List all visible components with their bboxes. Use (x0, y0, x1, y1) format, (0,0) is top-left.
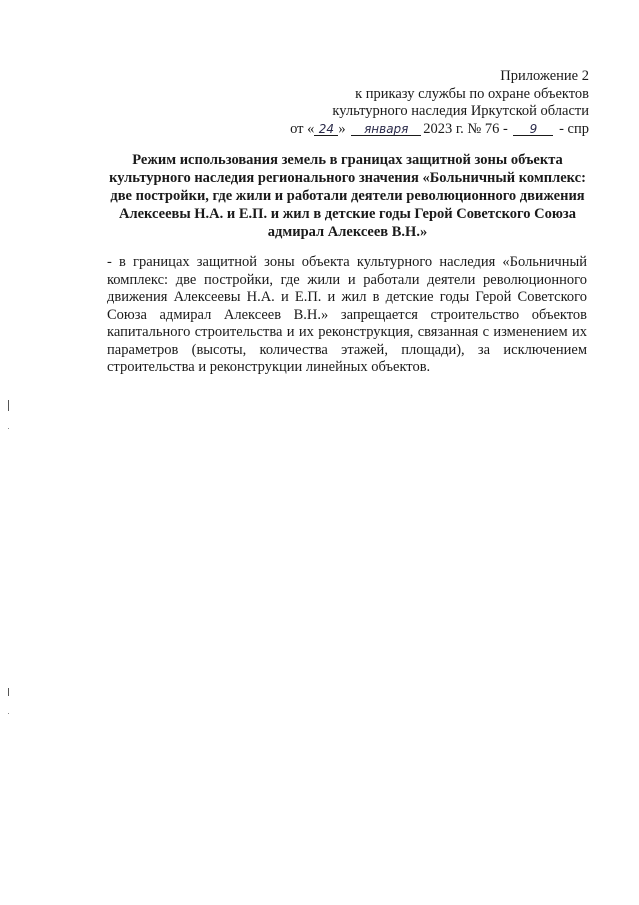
order-suffix: - спр (559, 120, 589, 137)
document-title (100, 151, 595, 241)
order-close-quote: » (338, 120, 346, 137)
order-year-number: 2023 г. № 76 - (423, 120, 508, 137)
appendix-order-reference: к приказу службы по охране объектов (355, 85, 589, 102)
handwritten-day: 24 (314, 123, 338, 136)
handwritten-month: января (351, 123, 421, 136)
order-date-number (290, 121, 589, 139)
body-line: строительства и реконструкции линейных объектов. (107, 359, 431, 375)
title-line: Режим использования земель в границах защитной зоны объекта (132, 152, 563, 168)
title-line: две постройки, где жили и работали деятели революционного движения (110, 188, 585, 204)
body-line: движения Алексеевы Н.А. и Е.П. и жил в детские годы Герой Советского (107, 289, 587, 305)
handwritten-order-number: 9 (513, 123, 553, 136)
body-line: капитального строительства и их реконструкция, связанная с изменением их (107, 324, 587, 340)
appendix-header (290, 68, 589, 138)
scan-artifact-mark (8, 688, 9, 696)
body-line: комплекс: две постройки, где жили и работали деятели революционного (107, 271, 587, 288)
body-line: параметров (высоты, количества этажей, площади), за исключением (107, 341, 587, 358)
body-line: Союза адмирал Алексеев В.Н.» запрещается строительство объектов (107, 306, 587, 323)
scan-artifact-dot (8, 713, 9, 714)
appendix-number: Приложение 2 (500, 68, 589, 84)
document-body (107, 254, 587, 377)
appendix-authority: культурного наследия Иркутской области (332, 103, 589, 119)
order-prefix: от « (290, 120, 315, 137)
scan-artifact-dot (8, 428, 9, 429)
title-line: Алексеевы Н.А. и Е.П. и жил в детские годы Герой Советского Союза (118, 206, 576, 222)
scan-artifact-mark (8, 400, 9, 411)
title-line: адмирал Алексеев В.Н.» (267, 224, 428, 240)
body-line: - в границах защитной зоны объекта культурного наследия «Больничный (107, 254, 587, 270)
title-line: культурного наследия регионального значения «Больничный комплекс: (109, 170, 586, 186)
